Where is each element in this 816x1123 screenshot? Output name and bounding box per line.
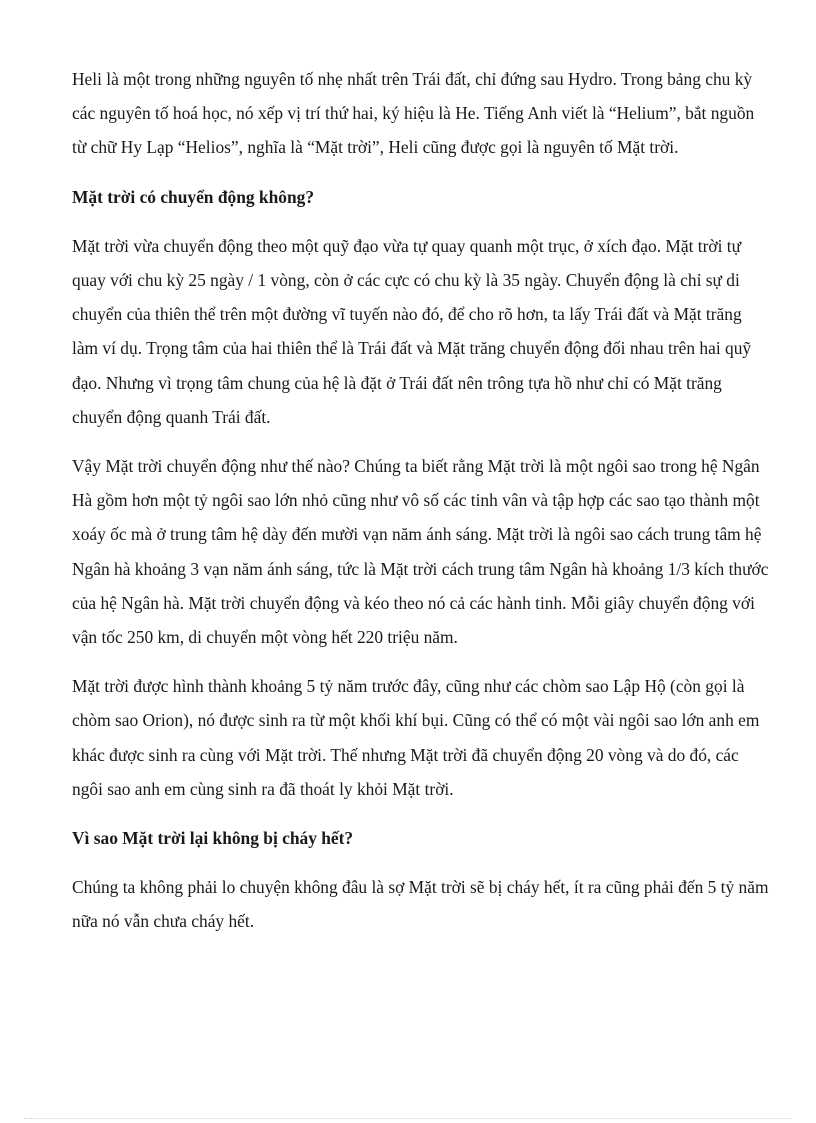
page-bottom-divider <box>24 1118 792 1119</box>
document-page <box>72 62 772 954</box>
heading-sun-motion: Mặt trời có chuyển động không? <box>72 186 315 207</box>
heading-sun-not-burn-out: Vì sao Mặt trời lại không bị cháy hết? <box>72 828 354 849</box>
paragraph-sun-formation: Mặt trời được hình thành khoảng 5 tỷ năm trước đây, cũng như các chòm sao Lập Hộ (còn gọi là chòm sao Orion), nó được sinh ra từ một khối khí bụi. Cũng có thể có một vài ngôi sao lớn anh em khác được sinh ra cùng với Mặt trời. Thế nhưng Mặt trời đã chuyển động 20 vòng và do đó, các ngôi sao anh em cùng sinh ra đã thoát ly khỏi Mặt trời. <box>72 676 760 799</box>
paragraph-sun-lifetime: Chúng ta không phải lo chuyện không đâu là sợ Mặt trời sẽ bị cháy hết, ít ra cũng phải đến 5 tỷ năm nữa nó vẫn chưa cháy hết. <box>72 877 769 932</box>
paragraph-helium-intro: Heli là một trong những nguyên tố nhẹ nhất trên Trái đất, chỉ đứng sau Hydro. Trong bảng chu kỳ các nguyên tố hoá học, nó xếp vị trí thứ hai, ký hiệu là He. Tiếng Anh viết là “Helium”, bắt nguồn từ chữ Hy Lạp “Helios”, nghĩa là “Mặt trời”, Heli cũng được gọi là nguyên tố Mặt trời. <box>72 69 755 158</box>
paragraph-sun-rotation: Mặt trời vừa chuyển động theo một quỹ đạo vừa tự quay quanh một trục, ở xích đạo. Mặt trời tự quay với chu kỳ 25 ngày / 1 vòng, còn ở các cực có chu kỳ là 35 ngày. Chuyển động là chỉ sự di chuyển của thiên thể trên một đường vĩ tuyến nào đó, để cho rõ hơn, ta lấy Trái đất và Mặt trăng làm ví dụ. Trọng tâm của hai thiên thể là Trái đất và Mặt trăng chuyển động đối nhau trên hai quỹ đạo. Nhưng vì trọng tâm chung của hệ là đặt ở Trái đất nên trông tựa hồ như chỉ có Mặt trăng chuyển động quanh Trái đất. <box>72 235 752 427</box>
paragraph-galaxy-motion: Vậy Mặt trời chuyển động như thế nào? Chúng ta biết rằng Mặt trời là một ngôi sao trong hệ Ngân Hà gồm hơn một tỷ ngôi sao lớn nhỏ cũng như vô số các tinh vân và tập hợp các sao tạo thành một xoáy ốc mà ở trung tâm hệ dày đến mười vạn năm ánh sáng. Mặt trời là ngôi sao cách trung tâm hệ Ngân hà khoảng 3 vạn năm ánh sáng, tức là Mặt trời cách trung tâm Ngân hà khoảng 1/3 kích thước của hệ Ngân hà. Mặt trời chuyển động và kéo theo nó cả các hành tinh. Mỗi giây chuyển động với vận tốc 250 km, di chuyển một vòng hết 220 triệu năm. <box>72 456 769 648</box>
